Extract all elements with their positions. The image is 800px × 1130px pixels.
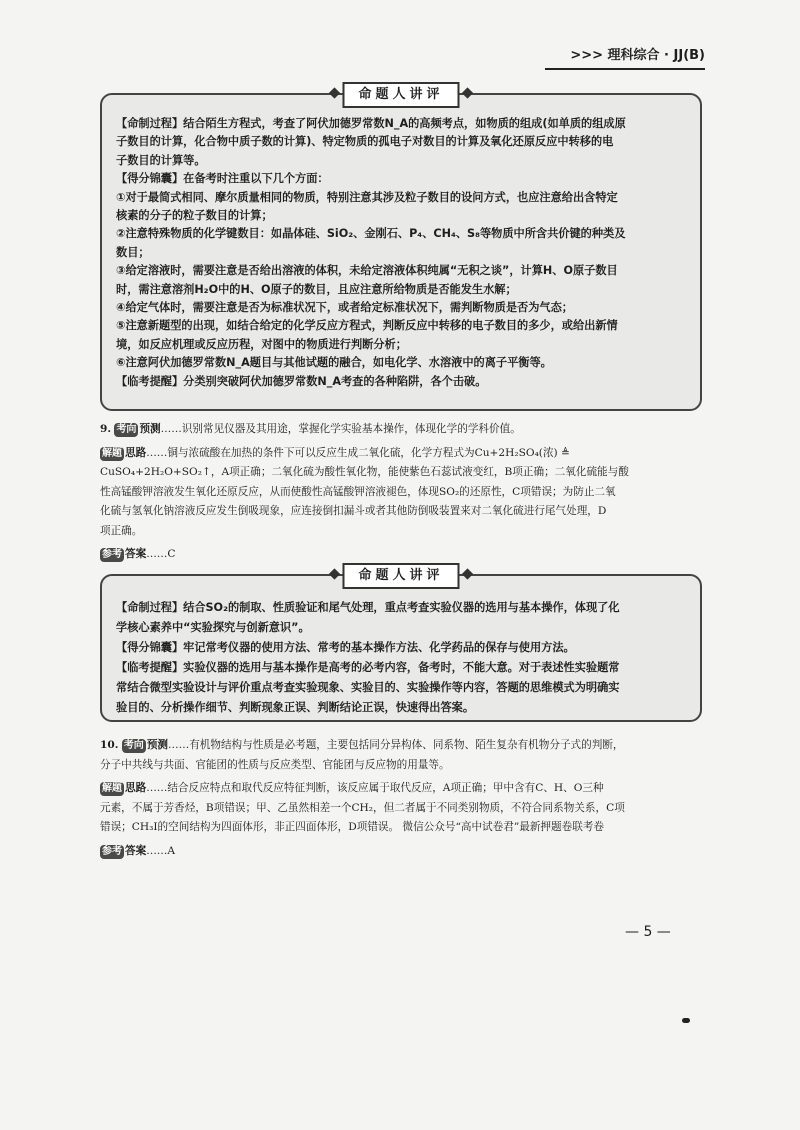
ink-mark (682, 1018, 690, 1023)
panel-2-line: 常结合微型实验设计与评价重点考查实验现象、实验目的、实验操作等内容，答题的思维模式为明确实 (116, 681, 620, 694)
section-text: CuSO₄+2H₂O+SO₂↑，A项正确；二氧化硫为酸性氧化物，能使紫色石蕊试液变红，B项正确；二氧化硫能与酸 (100, 466, 629, 478)
review-panel-1 (100, 87, 702, 411)
section-label: 预测 (146, 739, 168, 751)
page-header: >>> 理科综合 · JJ(B) (570, 48, 705, 63)
header-rule (545, 68, 705, 70)
panel-1-line: ⑥注意阿伏加德罗常数N_A题目与其他试题的融合，如电化学、水溶液中的离子平衡等。 (116, 356, 552, 370)
section-text: 分子中共线与共面、官能团的性质与反应类型、官能团与反应物的用量等。 (100, 758, 450, 771)
panel-1-line: ①对于最简式相同、摩尔质量相同的物质，特别注意其涉及粒子数目的设问方式，也应注意给出含特定 (116, 190, 618, 204)
question-number: 10. (100, 739, 119, 751)
section-label: 预测 (139, 423, 161, 435)
panel-1-line: 子数目的计算，化合物中质子数的计算)、特定物质的孤电子对数目的计算及氧化还原反应中转移的电 (116, 135, 614, 149)
answer-text: ……A (146, 844, 176, 857)
section-label: 思路 (125, 446, 147, 459)
section-text: 项正确。 (100, 524, 143, 537)
tag-badge: 参考 (102, 549, 122, 560)
section-text: ……铜与浓硫酸在加热的条件下可以反应生成二氧化硫，化学方程式为Cu+2H₂SO₄(浓) ≜ (146, 446, 570, 459)
tag-badge: 考向 (123, 740, 144, 751)
section-text: ……结合反应特点和取代反应特征判断，该反应属于取代反应，A项正确；甲中含有C、H、O三种 (146, 782, 604, 794)
section-text: ……有机物结构与性质是必考题，主要包括同分异构体、同系物、陌生复杂有机物分子式的判断， (168, 739, 624, 751)
panel-1-line: ④给定气体时，需要注意是否为标准状况下，或者给定标准状况下，需判断物质是否为气态； (116, 301, 573, 315)
section-text: 元素，不属于芳香烃，B项错误；甲、乙虽然相差一个CH₂，但二者属于不同类别物质，不符合同系物关系，C项 (100, 801, 625, 814)
question-9 (100, 420, 700, 565)
panel-2-line: 【得分锦囊】牢记常考仪器的使用方法、常考的基本操作方法、化学药品的保存与使用方法。 (116, 641, 575, 654)
section-text: 化硫与氢氧化钠溶液反应发生倒吸现象，应连接倒扣漏斗或者其他防倒吸装置来对二氧化硫进行尾气处理，D (100, 505, 607, 517)
panel-1-line: ③给定溶液时，需要注意是否给出溶液的体积，未给定溶液体积纯属“无积之谈”，计算H、O原子数目 (116, 264, 618, 278)
panel-2-line: 【临考提醒】实验仪器的选用与基本操作是高考的必考内容，备考时，不能大意。对于表述性实验题常 (116, 661, 620, 674)
panel-2-line: 验目的、分析操作细节、判断现象正误、判断结论正误，快速得出答案。 (116, 701, 475, 714)
answer-text: ……C (146, 548, 176, 560)
page-number: — 5 — (625, 924, 671, 940)
tag-badge: 考向 (116, 424, 137, 435)
section-label: 思路 (125, 782, 147, 794)
section-text: 错误；CH₃I的空间结构为四面体形，非正四面体形，D项错误。 微信公众号“高中试卷君”最新押题卷联考卷 (100, 821, 604, 833)
panel-2-title: 命题人讲评 (342, 563, 459, 589)
section-label: 答案 (125, 548, 147, 560)
panel-1-line: ⑤注意新题型的出现，如结合给定的化学反应方程式，判断反应中转移的电子数目的多少，或给出新情 (116, 319, 618, 333)
section-label: 答案 (125, 844, 147, 857)
question-10 (100, 736, 700, 861)
panel-1-line: 时，需注意溶剂H₂O中的H、O原子的数目，且应注意所给物质是否能发生水解； (116, 282, 517, 296)
panel-1-line: 境，如反应机理或反应历程，对图中的物质进行判断分析； (116, 337, 407, 351)
tag-badge: 解题 (102, 447, 122, 459)
panel-2-line: 学核心素养中“实验探究与创新意识”。 (116, 621, 310, 634)
panel-1-line: 【命制过程】结合陌生方程式，考查了阿伏加德罗常数N_A的高频考点，如物质的组成(如单质的组成原 (116, 117, 626, 130)
section-text: ……识别常见仪器及其用途，掌握化学实验基本操作，体现化学的学科价值。 (160, 423, 521, 435)
review-panel-2 (100, 568, 702, 722)
tag-badge: 解题 (102, 783, 122, 794)
tag-badge: 参考 (102, 845, 122, 857)
panel-1-line: ②注意特殊物质的化学键数目：如晶体硅、SiO₂、金刚石、P₄、CH₄、S₈等物质中所含共价键的种类及 (116, 227, 626, 241)
panel-1-line: 【得分锦囊】在备考时注重以下几个方面： (116, 172, 329, 186)
panel-1-title: 命题人讲评 (342, 82, 459, 108)
section-text: 性高锰酸钾溶液发生氧化还原反应，从而使酸性高锰酸钾溶液褪色，体现SO₂的还原性，C项错误；为防止二氧 (100, 485, 616, 498)
panel-2-line: 【命制过程】结合SO₂的制取、性质验证和尾气处理，重点考查实验仪器的选用与基本操作，体现了化 (116, 601, 620, 614)
panel-1-line: 数目； (116, 245, 150, 259)
panel-1-line: 子数目的计算等。 (116, 153, 206, 167)
panel-1-line: 核素的分子的粒子数目的计算； (116, 209, 273, 223)
panel-1-line: 【临考提醒】分类别突破阿伏加德罗常数N_A考查的各种陷阱，各个击破。 (116, 374, 487, 388)
question-number: 9. (100, 423, 112, 435)
